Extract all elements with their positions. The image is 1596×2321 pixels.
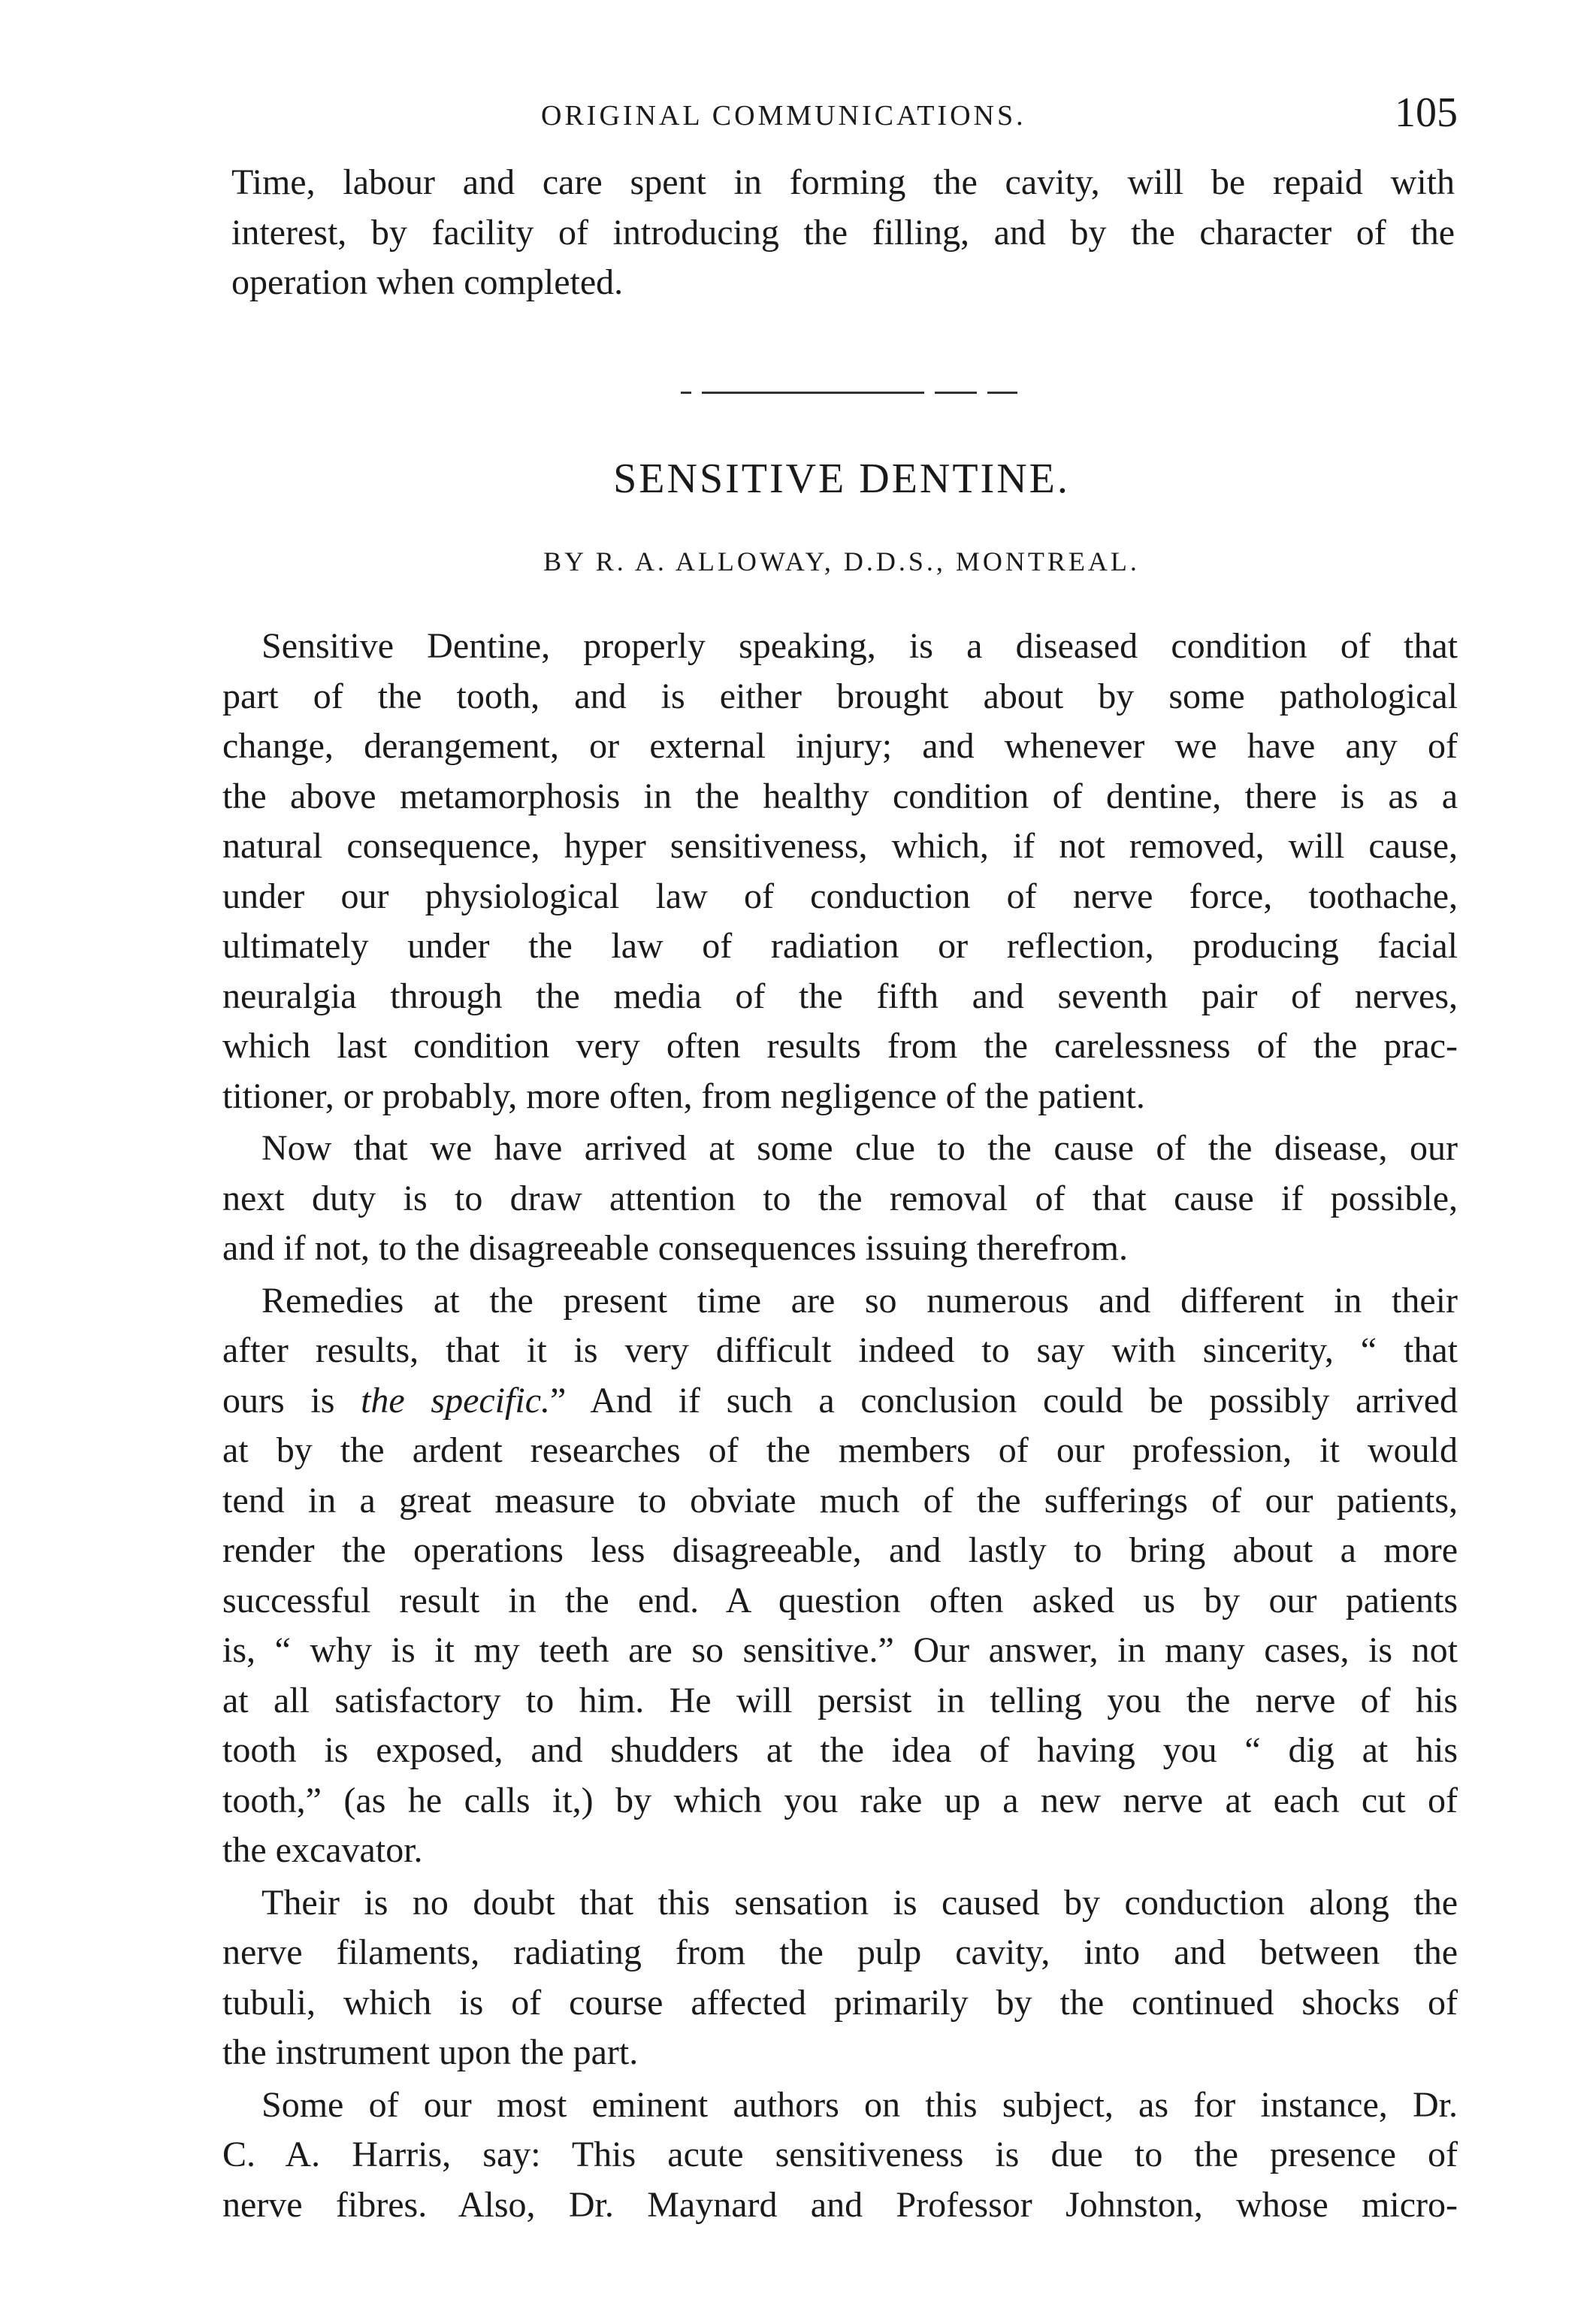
divider-gap (691, 389, 702, 396)
text-line: titioner, or probably, more often, from negligence of the patient. (222, 1076, 1145, 1116)
running-head (225, 89, 1458, 149)
page-number: 105 (1395, 89, 1458, 136)
text-line: nerve filaments, radiating from the pulp cavity, into and between the (222, 1932, 1458, 1972)
text-line: change, derangement, or external injury; and whenever we have any of (222, 726, 1458, 766)
paragraph (222, 622, 1458, 1121)
text-line: next duty is to draw attention to the removal of that cause if possible, (222, 1178, 1458, 1218)
text-line: tooth is exposed, and shudders at the idea of having you “ dig at his (222, 1730, 1458, 1770)
divider-gap (924, 389, 935, 396)
text-line: the above metamorphosis in the healthy condition of dentine, there is as a (222, 776, 1458, 816)
text-line: tubuli, which is of course affected primarily by the continued shocks of (222, 1982, 1458, 2023)
running-title: ORIGINAL COMMUNICATIONS. (541, 100, 1026, 132)
text-line: Some of our most eminent authors on this subject, as for instance, Dr. (261, 2084, 1458, 2125)
article-title: SENSITIVE DENTINE. (613, 455, 1070, 502)
paragraph (222, 2080, 1458, 2231)
text-line: operation when completed. (231, 262, 624, 302)
text-line: Remedies at the present time are so numerous and different in their (261, 1280, 1458, 1321)
text-line: part of the tooth, and is either brought about by some pathological (222, 676, 1458, 716)
text-line: C. A. Harris, say: This acute sensitiveness is due to the presence of (222, 2135, 1458, 2174)
article-body (222, 622, 1458, 2230)
text-line: Sensitive Dentine, properly speaking, is a diseased condition of that (261, 626, 1458, 666)
paragraph (222, 1878, 1458, 2078)
text-line: interest, by facility of introducing the filling, and by the character of the (231, 212, 1455, 253)
text-line: is, “ why is it my teeth are so sensitive.” Our answer, in many cases, is not (222, 1630, 1458, 1670)
text-line: and if not, to the disagreeable consequences issuing therefrom. (222, 1228, 1128, 1268)
text-line: render the operations less disagreeable, and lastly to bring about a more (222, 1530, 1458, 1570)
text-line: Now that we have arrived at some clue to the cause of the disease, our (261, 1128, 1458, 1168)
text-line: at all satisfactory to him. He will persist in telling you the nerve of his (222, 1680, 1458, 1720)
text-line: after results, that it is very difficult indeed to say with sincerity, “ that (222, 1330, 1458, 1370)
text-line: the excavator. (222, 1830, 423, 1870)
section-divider (681, 392, 1017, 394)
divider-gap (977, 389, 987, 396)
text-line: successful result in the end. A question often asked us by our patients (222, 1580, 1458, 1620)
article-byline: BY R. A. ALLOWAY, D.D.S., MONTREAL. (543, 546, 1140, 576)
text-line: neuralgia through the media of the fifth and seventh pair of nerves, (222, 976, 1458, 1016)
text-line: at by the ardent researches of the members of our profession, it would (222, 1430, 1458, 1470)
text-line: tend in a great measure to obviate much of the sufferings of our patients, (222, 1480, 1458, 1521)
text-line: under our physiological law of conduction of nerve force, toothache, (222, 876, 1458, 916)
text-line: tooth,” (as he calls it,) by which you rake up a new nerve at each cut of (222, 1780, 1458, 1820)
text-line: ultimately under the law of radiation or reflection, producing facial (222, 926, 1458, 966)
text-line: nerve fibres. Also, Dr. Maynard and Professor Johnston, whose micro- (222, 2184, 1458, 2225)
paragraph (222, 1124, 1458, 1274)
text-line: natural consequence, hyper sensitiveness, which, if not removed, will cause, (222, 826, 1458, 866)
text-line: Their is no doubt that this sensation is caused by conduction along the (261, 1882, 1458, 1923)
paragraph (222, 1276, 1458, 1876)
text-line: Time, labour and care spent in forming the cavity, will be repaid with (231, 162, 1455, 202)
text-line: ours is the specific.” And if such a conclusion could be possibly arrived (222, 1380, 1458, 1421)
text-line: which last condition very often results from the carelessness of the prac- (222, 1026, 1458, 1066)
text-line: the instrument upon the part. (222, 2032, 639, 2072)
emphasis: the specific. (361, 1380, 550, 1421)
intro-paragraph (231, 158, 1455, 308)
